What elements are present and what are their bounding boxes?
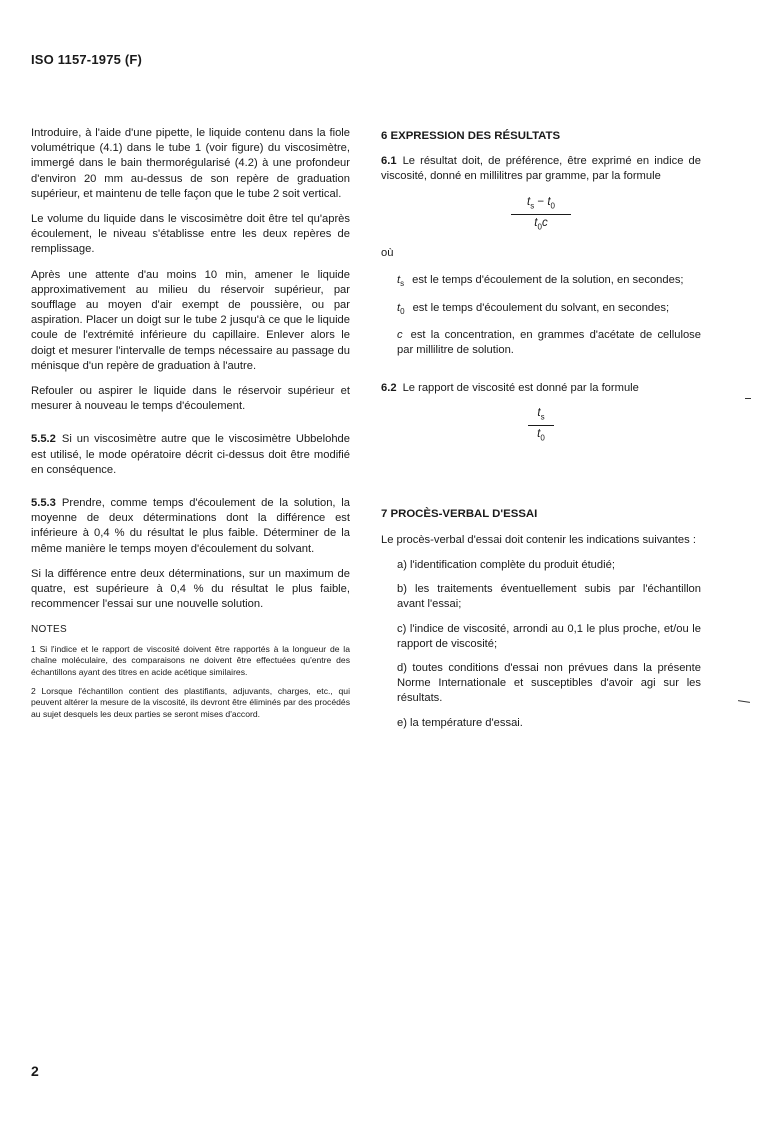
paragraph: Refouler ou aspirer le liquide dans le réservoir supérieur et mesurer à nouveau le temps d'écoulement.	[31, 385, 350, 413]
page-number: 2	[31, 1063, 39, 1079]
formula-denominator: $t_0c$	[534, 216, 548, 232]
list-item: a) l'identification complète du produit étudié;	[397, 558, 615, 571]
clause-text: Prendre, comme temps d'écoulement de la solution, la moyenne de deux déterminations dont la différence est inférieure à 0,4 % du résultat le plus faible. Déterminer de la même manière le temps moyen d'écoulement du solvant.	[31, 497, 350, 555]
paragraph: Introduire, à l'aide d'une pipette, le liquide contenu dans la fiole volumétrique (4.1) dans le tube 1 (voir figure) du viscosimètre, immergé dans le bain thermorégularisé (4.2) à une profondeur d'environ 20 mm au-dessus de son repère de graduation supérieur, et maintenu de telle façon que le tube 2 soit vertical.	[31, 127, 350, 200]
list-item: e) la température d'essai.	[397, 716, 523, 729]
clause-text: Le résultat doit, de préférence, être exprimé en indice de viscosité, donné en millilitres par gramme, par la formule	[381, 155, 701, 183]
clause-5-5-3	[31, 496, 350, 557]
symbol: $t_0$	[397, 301, 405, 317]
margin-mark	[745, 398, 751, 399]
list-item: d) toutes conditions d'essai non prévues dans la présente Norme Internationale et susceptibles d'avoir agi sur les résultats.	[397, 661, 701, 705]
margin-mark	[738, 700, 750, 703]
document-header: ISO 1157-1975 (F)	[31, 52, 143, 67]
report-items-list	[381, 558, 701, 731]
list-item: c) l'indice de viscosité, arrondi au 0,1 le plus proche, et/ou le rapport de viscosité;	[397, 622, 701, 650]
paragraph: Après une attente d'au moins 10 min, amener le liquide approximativement au milieu du réservoir supérieur, par soufflage au moyen d'air exempt de poussière, ou par aspiration. Placer un doigt sur le tube 2 jusqu'à ce que le liquide coule de l'extrémité inférieure du capillaire. Enlever alors le doigt et mesurer l'intervalle de temps nécessaire au passage du ménisque d'un repère de graduation à l'autre.	[31, 268, 350, 372]
clause-6-2	[381, 381, 701, 396]
clause-text: Si un viscosimètre autre que le viscosimètre Ubbelohde est utilisé, le mode opératoire décrit ci-dessus doit être modifié en conséquence.	[31, 433, 350, 476]
symbol: c	[397, 329, 403, 342]
formula-denominator: $t_0$	[537, 428, 545, 443]
list-item: b) les traitements éventuellement subis par l'échantillon avant l'essai;	[397, 583, 701, 611]
section-7-heading: 7 PROCÈS-VERBAL D'ESSAI	[381, 508, 538, 521]
formula-numerator: $t_s - t_0$	[511, 195, 571, 215]
left-column	[31, 126, 350, 728]
formula-numerator: $t_s$	[528, 406, 554, 426]
section-7-intro: Le procès-verbal d'essai doit contenir les indications suivantes :	[381, 533, 696, 546]
paragraph: Le volume du liquide dans le viscosimètre doit être tel qu'après écoulement, le niveau s'établisse entre les deux repères de remplissage.	[31, 213, 350, 256]
right-column	[381, 126, 701, 740]
clause-text: Le rapport de viscosité est donné par la formule	[402, 381, 639, 394]
note-2: 2 Lorsque l'échantillon contient des plastifiants, adjuvants, charges, etc., qui peuvent altérer la mesure de la viscosité, ils devront être éliminés par des procédés au sujet desquels les deux parties se seront mises d'accord.	[31, 685, 350, 719]
clause-number: 6.1	[381, 155, 397, 168]
clause-5-5-2	[31, 432, 350, 478]
clause-number: 5.5.3	[31, 497, 56, 510]
section-6-heading: 6 EXPRESSION DES RÉSULTATS	[381, 130, 561, 142]
clause-6-1	[381, 154, 701, 184]
clause-number: 6.2	[381, 381, 397, 394]
viscosity-ratio-formula	[528, 406, 554, 446]
where-label: où	[381, 247, 394, 260]
definition-t0: $t_0$ est le temps d'écoulement du solvant, en secondes;	[397, 301, 670, 317]
paragraph: Si la différence entre deux déterminations, sur un maximum de quatre, est supérieure à 0,4 % du résultat le plus faible, recommencer l'essai sur une nouvelle solution.	[31, 567, 350, 611]
definition-c: c est la concentration, en grammes d'acétate de cellulose par millilitre de solution.	[397, 329, 701, 357]
viscosity-index-formula	[511, 195, 571, 235]
notes-title: NOTES	[31, 624, 67, 636]
symbol: $t_s$	[397, 274, 405, 289]
clause-number: 5.5.2	[31, 433, 56, 446]
definition-ts: $t_s$ est le temps d'écoulement de la solution, en secondes;	[397, 274, 684, 289]
note-1: 1 Si l'indice et le rapport de viscosité doivent être rapportés à la longueur de la chaîne moléculaire, des comparaisons ne doivent être effectuées qu'entre des échantillons ayant des titres en acide acétique similaires.	[31, 643, 350, 677]
